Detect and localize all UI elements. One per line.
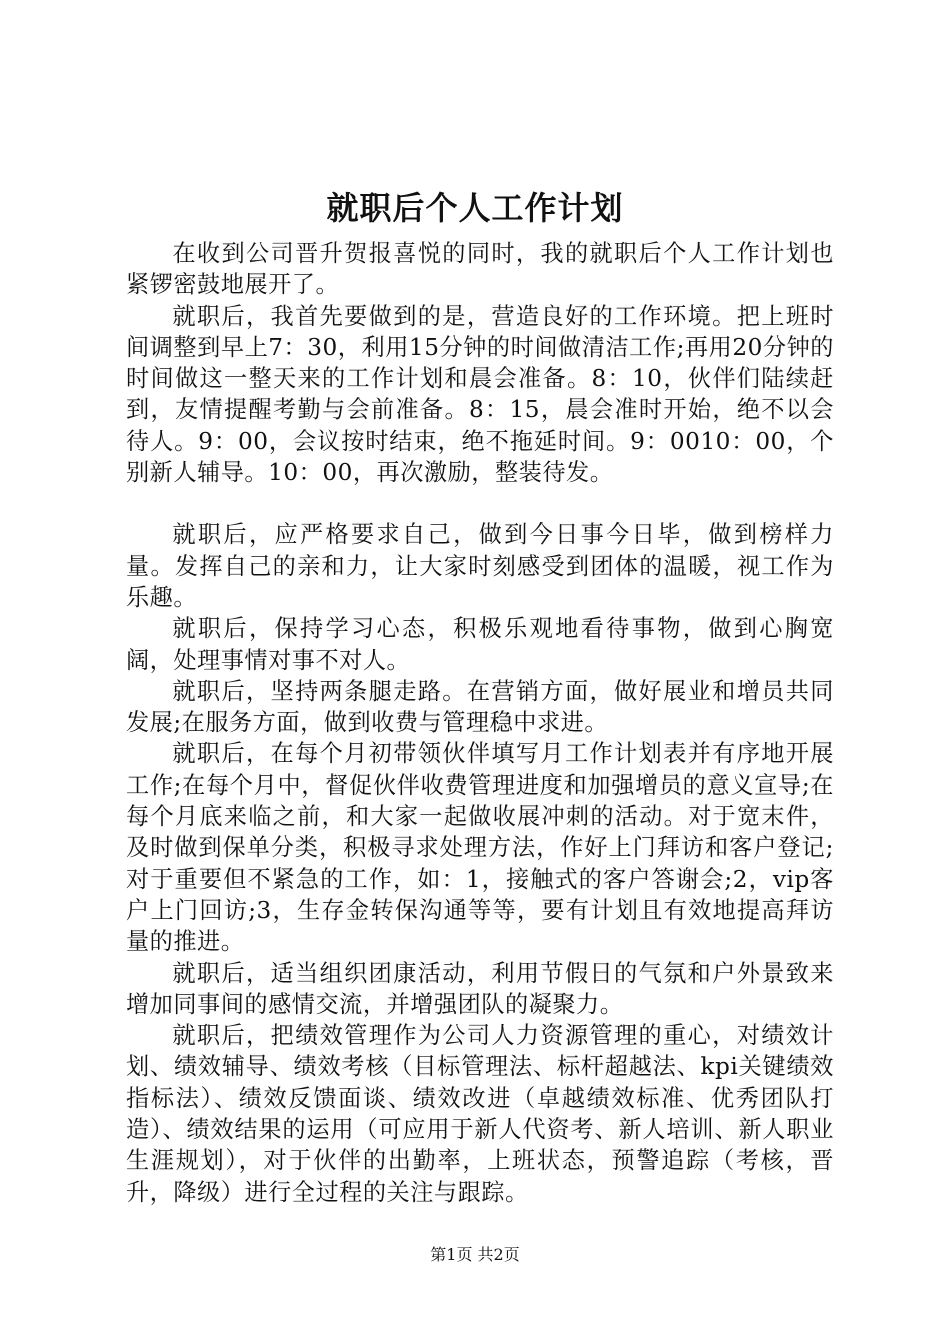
paragraph-learning-attitude: 就职后，保持学习心态，积极乐观地看待事物，做到心胸宽阔，处理事情对事不对人。 — [126, 615, 834, 674]
paragraph-monthly-plan: 就职后，在每个月初带领伙伴填写月工作计划表并有序地开展工作;在每个月中，督促伙伴收费管理进度和加强增员的意义宣导;在每个月底来临之前，和大家一起做收展冲刺的活动。对于宽末件，及时做到保单分类，积极寻求处理方法，作好上门拜访和客户登记;对于重要但不紧急的工作，如：1，接触式的客户答谢会;2，vip客户上门回访;3，生存金转保沟通等等，要有计划且有效地提高拜访量的推进。 — [126, 740, 834, 956]
paragraph-work-environment: 就职后，我首先要做到的是，营造良好的工作环境。把上班时间调整到早上7：30，利用15分钟的时间做清洁工作;再用20分钟的时间做这一整天来的工作计划和晨会准备。8：10，伙伴们陆续赶到，友情提醒考勤与会前准备。8：15，晨会准时开始，绝不以会待人。9：00，会议按时结束，绝不拖延时间。9：0010：00，个别新人辅导。10：00，再次激励，整装待发。 — [126, 302, 834, 487]
paragraph-two-legs: 就职后，坚持两条腿走路。在营销方面，做好展业和增员共同发展;在服务方面，做到收费与管理稳中求进。 — [126, 677, 834, 737]
paragraph-spacer — [126, 488, 834, 519]
document-body — [126, 238, 834, 1208]
page-number-footer: 第1页 共2页 — [430, 1245, 520, 1264]
paragraph-team-activities: 就职后，适当组织团康活动，利用节假日的气氛和户外景致来增加同事间的感情交流，并增强团队的凝聚力。 — [126, 959, 834, 1018]
paragraph-performance-management: 就职后，把绩效管理作为公司人力资源管理的重心，对绩效计划、绩效辅导、绩效考核（目标管理法、标杆超越法、kpi关键绩效指标法）、绩效反馈面谈、绩效改进（卓越绩效标准、优秀团队打造）、绩效结果的运用（可应用于新人代资考、新人培训、新人职业生涯规划），对于伙伴的出勤率，上班状态，预警追踪（考核，晋升，降级）进行全过程的关注与跟踪。 — [126, 1022, 834, 1206]
paragraph-self-discipline: 就职后，应严格要求自己，做到今日事今日毕，做到榜样力量。发挥自己的亲和力，让大家时刻感受到团体的温暖，视工作为乐趣。 — [126, 521, 834, 611]
paragraph-intro: 在收到公司晋升贺报喜悦的同时，我的就职后个人工作计划也紧锣密鼓地展开了。 — [126, 240, 834, 299]
document-title: 就职后个人工作计划 — [326, 189, 624, 227]
